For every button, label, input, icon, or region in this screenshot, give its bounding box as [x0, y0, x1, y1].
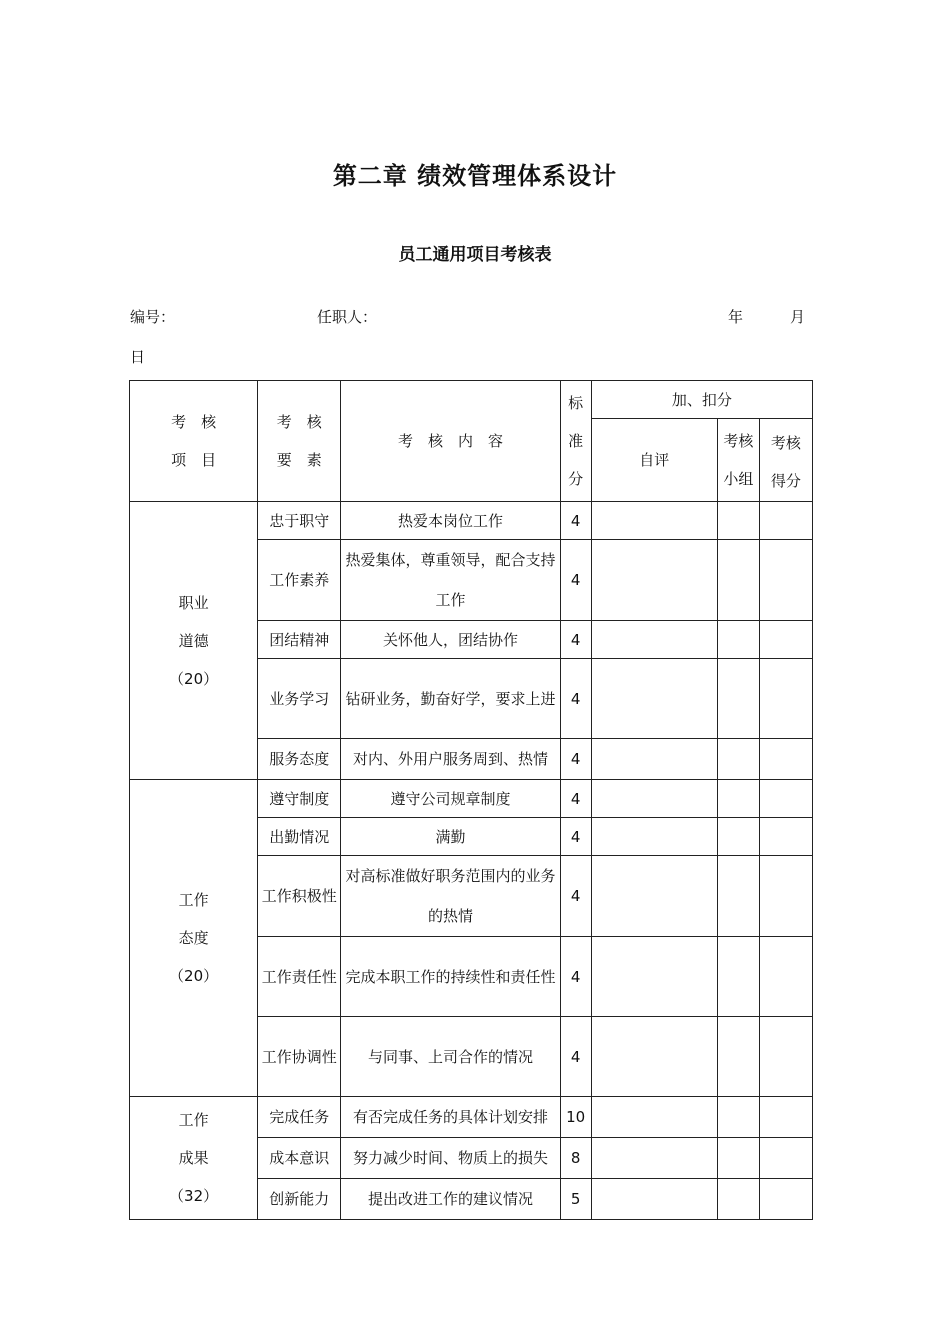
group-evaluation-cell[interactable]: [717, 659, 759, 739]
element-cell: 业务学习: [258, 659, 341, 739]
element-cell: 遵守制度: [258, 780, 341, 818]
content-cell: 钻研业务，勤奋好学，要求上进: [341, 659, 560, 739]
group-evaluation-cell[interactable]: [717, 1179, 759, 1220]
group-name: 工作 态度 （20）: [130, 780, 258, 1097]
final-score-cell[interactable]: [759, 856, 812, 937]
day-label: 日: [130, 348, 146, 366]
group-evaluation-cell[interactable]: [717, 818, 759, 856]
element-cell: 服务态度: [258, 739, 341, 780]
content-cell: 有否完成任务的具体计划安排: [341, 1097, 560, 1138]
final-score-cell[interactable]: [759, 659, 812, 739]
self-evaluation-cell[interactable]: [591, 540, 717, 621]
content-cell: 热爱集体，尊重领导，配合支持工作: [341, 540, 560, 621]
self-evaluation-cell[interactable]: [591, 1179, 717, 1220]
self-evaluation-cell[interactable]: [591, 1017, 717, 1097]
group-evaluation-cell[interactable]: [717, 937, 759, 1017]
number-label: 编号：: [130, 308, 176, 326]
assessment-table: [129, 380, 813, 1220]
header-standard-score: 标 准 分: [560, 381, 591, 502]
score-cell: 5: [560, 1179, 591, 1220]
year-label: 年: [728, 308, 744, 326]
self-evaluation-cell[interactable]: [591, 937, 717, 1017]
header-assessment-content: 考 核 内 容: [341, 381, 560, 502]
self-evaluation-cell[interactable]: [591, 818, 717, 856]
group-evaluation-cell[interactable]: [717, 540, 759, 621]
score-cell: 4: [560, 937, 591, 1017]
element-cell: 成本意识: [258, 1138, 341, 1179]
content-cell: 对高标准做好职务范围内的业务的热情: [341, 856, 560, 937]
self-evaluation-cell[interactable]: [591, 1097, 717, 1138]
content-cell: 热爱本岗位工作: [341, 502, 560, 540]
content-cell: 遵守公司规章制度: [341, 780, 560, 818]
element-cell: 工作素养: [258, 540, 341, 621]
group-evaluation-cell[interactable]: [717, 856, 759, 937]
final-score-cell[interactable]: [759, 818, 812, 856]
table-row: [130, 502, 813, 540]
document-title: 第二章 绩效管理体系设计: [332, 162, 618, 190]
group-evaluation-cell[interactable]: [717, 1138, 759, 1179]
final-score-cell[interactable]: [759, 937, 812, 1017]
score-cell: 4: [560, 659, 591, 739]
content-cell: 关怀他人，团结协作: [341, 621, 560, 659]
element-cell: 完成任务: [258, 1097, 341, 1138]
group-name: 职业 道德 （20）: [130, 502, 258, 780]
header-self-evaluation: 自评: [591, 419, 717, 502]
month-label: 月: [790, 308, 806, 326]
final-score-cell[interactable]: [759, 739, 812, 780]
score-cell: 4: [560, 1017, 591, 1097]
group-evaluation-cell[interactable]: [717, 1097, 759, 1138]
self-evaluation-cell[interactable]: [591, 659, 717, 739]
final-score-cell[interactable]: [759, 621, 812, 659]
score-cell: 8: [560, 1138, 591, 1179]
element-cell: 创新能力: [258, 1179, 341, 1220]
final-score-cell[interactable]: [759, 540, 812, 621]
group-evaluation-cell[interactable]: [717, 621, 759, 659]
form-title: 员工通用项目考核表: [398, 245, 552, 265]
element-cell: 工作积极性: [258, 856, 341, 937]
element-cell: 工作责任性: [258, 937, 341, 1017]
final-score-cell[interactable]: [759, 1097, 812, 1138]
score-cell: 4: [560, 502, 591, 540]
content-cell: 与同事、上司合作的情况: [341, 1017, 560, 1097]
header-adjustment: 加、扣分: [591, 381, 812, 419]
header-assessment-element: 考 核 要 素: [258, 381, 341, 502]
group-name: 工作 成果 （32）: [130, 1097, 258, 1220]
group-evaluation-cell[interactable]: [717, 739, 759, 780]
final-score-cell[interactable]: [759, 502, 812, 540]
group-evaluation-cell[interactable]: [717, 780, 759, 818]
content-cell: 完成本职工作的持续性和责任性: [341, 937, 560, 1017]
final-score-cell[interactable]: [759, 1138, 812, 1179]
self-evaluation-cell[interactable]: [591, 780, 717, 818]
header-assessment-score: 考核 得分: [759, 419, 812, 502]
group-evaluation-cell[interactable]: [717, 502, 759, 540]
element-cell: 出勤情况: [258, 818, 341, 856]
element-cell: 忠于职守: [258, 502, 341, 540]
score-cell: 4: [560, 621, 591, 659]
final-score-cell[interactable]: [759, 1179, 812, 1220]
score-cell: 4: [560, 856, 591, 937]
score-cell: 4: [560, 818, 591, 856]
final-score-cell[interactable]: [759, 1017, 812, 1097]
content-cell: 努力减少时间、物质上的损失: [341, 1138, 560, 1179]
header-assessment-item: 考 核 项 目: [130, 381, 258, 502]
table-row: [130, 780, 813, 818]
score-cell: 4: [560, 540, 591, 621]
score-cell: 4: [560, 780, 591, 818]
header-assessment-group: 考核 小组: [717, 419, 759, 502]
self-evaluation-cell[interactable]: [591, 739, 717, 780]
content-cell: 提出改进工作的建议情况: [341, 1179, 560, 1220]
group-evaluation-cell[interactable]: [717, 1017, 759, 1097]
content-cell: 对内、外用户服务周到、热情: [341, 739, 560, 780]
table-row: [130, 1097, 813, 1138]
content-cell: 满勤: [341, 818, 560, 856]
final-score-cell[interactable]: [759, 780, 812, 818]
element-cell: 工作协调性: [258, 1017, 341, 1097]
score-cell: 10: [560, 1097, 591, 1138]
self-evaluation-cell[interactable]: [591, 1138, 717, 1179]
self-evaluation-cell[interactable]: [591, 621, 717, 659]
self-evaluation-cell[interactable]: [591, 502, 717, 540]
score-cell: 4: [560, 739, 591, 780]
element-cell: 团结精神: [258, 621, 341, 659]
self-evaluation-cell[interactable]: [591, 856, 717, 937]
appointee-label: 任职人：: [317, 308, 378, 326]
